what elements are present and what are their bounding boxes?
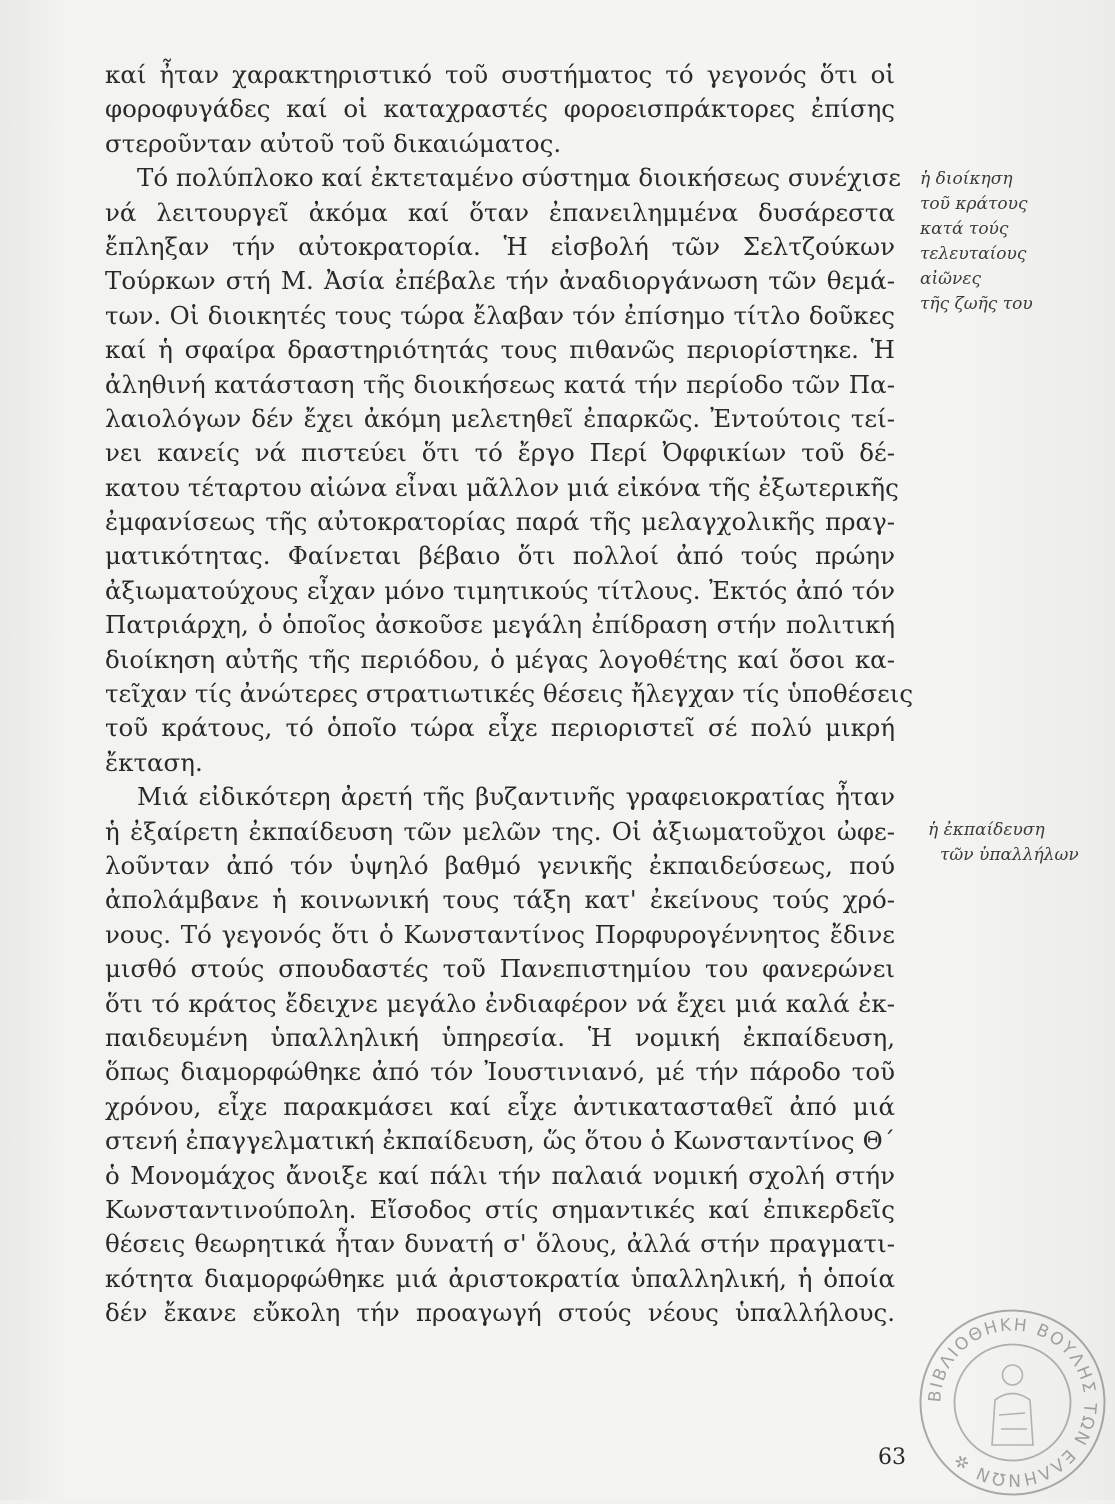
text-line: θέσεις θεωρητικά ἦταν δυνατή σ' ὅλους, ἀλλά στήν πραγματι- bbox=[105, 1229, 895, 1259]
stamp-graphic bbox=[915, 1305, 1110, 1500]
margin-note-line: ἡ ἐκπαίδευση bbox=[928, 820, 1045, 840]
margin-note-education bbox=[928, 818, 1088, 868]
text-line: ὅπως διαμορφώθηκε ἀπό τόν Ἰουστινιανό, μέ τήν πάροδο τοῦ bbox=[105, 1057, 895, 1087]
text-line: παιδευμένη ὑπαλληλική ὑπηρεσία. Ἡ νομική ἐκπαίδευση, bbox=[105, 1022, 895, 1052]
margin-note-line: τῆς ζωῆς του bbox=[920, 294, 1033, 314]
text-line: μισθό στούς σπουδαστές τοῦ Πανεπιστημίου του φανερώνει bbox=[105, 954, 895, 984]
page-number: 63 bbox=[878, 1445, 906, 1470]
text-line: τοῦ κράτους, τό ὁποῖο τώρα εἶχε περιοριστεῖ σέ πολύ μικρή bbox=[105, 713, 895, 743]
text-line: ματικότητας. Φαίνεται βέβαιο ὅτι πολλοί ἀπό τούς πρώην bbox=[105, 541, 895, 571]
text-line: ἔκταση. bbox=[105, 747, 203, 777]
text-line: στενή ἐπαγγελματική ἐκπαίδευση, ὥς ὅτου ὁ Κωνσταντίνος Θ΄ bbox=[105, 1126, 895, 1156]
text-line: Κωνσταντινούπολη. Εἴσοδος στίς σημαντικές καί ἐπικερδεῖς bbox=[105, 1194, 895, 1224]
text-line: λαιολόγων δέν ἔχει ἀκόμη μελετηθεῖ ἐπαρκῶς. Ἐντούτοις τεί- bbox=[105, 403, 895, 433]
text-line: χρόνου, εἶχε παρακμάσει καί εἶχε ἀντικατασταθεῖ ἀπό μιά bbox=[105, 1091, 895, 1121]
text-line: νει κανείς νά πιστεύει ὅτι τό ἔργο Περί Ὀφφικίων τοῦ δέ- bbox=[105, 438, 895, 468]
text-line: διοίκηση αὐτῆς τῆς περιόδου, ὁ μέγας λογοθέτης καί ὅσοι κα- bbox=[105, 644, 895, 674]
margin-note-line: κατά τούς bbox=[920, 219, 1009, 239]
margin-note-line: τοῦ κράτους bbox=[920, 194, 1028, 214]
text-line: καί ἡ σφαίρα δραστηριότητάς τους πιθανῶς περιορίστηκε. Ἡ bbox=[105, 335, 895, 365]
text-line: λοῦνταν ἀπό τόν ὑψηλό βαθμό γενικῆς ἐκπαιδεύσεως, πού bbox=[105, 850, 895, 880]
figure-icon bbox=[992, 1365, 1033, 1445]
text-line: Τούρκων στή Μ. Ἀσία ἐπέβαλε τήν ἀναδιοργάνωση τῶν θεμά- bbox=[105, 266, 895, 296]
margin-note-line: τελευταίους bbox=[920, 244, 1027, 264]
text-line: Πατριάρχη, ὁ ὁποῖος ἀσκοῦσε μεγάλη ἐπίδραση στήν πολιτική bbox=[105, 610, 895, 640]
margin-note-administration bbox=[920, 167, 1080, 317]
text-line: Μιά εἰδικότερη ἀρετή τῆς βυζαντινῆς γραφειοκρατίας ἦταν bbox=[137, 782, 895, 812]
text-line: νους. Τό γεγονός ὅτι ὁ Κωνσταντίνος Πορφυρογέννητος ἔδινε bbox=[105, 919, 895, 949]
margin-note-line: ἡ διοίκηση bbox=[920, 169, 1013, 189]
text-line: στεροῦνταν αὐτοῦ τοῦ δικαιώματος. bbox=[105, 128, 562, 158]
text-line: δέν ἔκανε εὔκολη τήν προαγωγή στούς νέους ὑπαλλήλους. bbox=[105, 1298, 895, 1328]
margin-note-line: αἰῶνες bbox=[920, 269, 981, 289]
text-line: ἡ ἐξαίρετη ἐκπαίδευση τῶν μελῶν της. Οἱ ἀξιωματοῦχοι ὠφε- bbox=[105, 816, 895, 846]
text-line: κατου τέταρτου αἰώνα εἶναι μᾶλλον μιά εἰκόνα τῆς ἐξωτερικῆς bbox=[105, 472, 899, 502]
text-line: ἀληθινή κατάσταση τῆς διοικήσεως κατά τήν περίοδο τῶν Πα- bbox=[105, 369, 895, 399]
text-line: ἀπολάμβανε ἡ κοινωνική τους τάξη κατ' ἐκείνους τούς χρό- bbox=[105, 885, 895, 915]
text-line: κότητα διαμορφώθηκε μιά ἀριστοκρατία ὑπαλληλική, ἡ ὁποία bbox=[105, 1263, 895, 1293]
text-line: τεῖχαν τίς ἀνώτερες στρατιωτικές θέσεις ἤλεγχαν τίς ὑποθέσεις bbox=[105, 679, 914, 709]
library-stamp bbox=[915, 1305, 1110, 1500]
text-line: ὅτι τό κράτος ἔδειχνε μεγάλο ἐνδιαφέρον νά ἔχει μιά καλά ἐκ- bbox=[105, 988, 895, 1018]
text-line: ἔπληξαν τήν αὐτοκρατορία. Ἡ εἰσβολή τῶν Σελτζούκων bbox=[105, 231, 895, 261]
text-line: νά λειτουργεῖ ἀκόμα καί ὅταν ἐπανειλημμένα δυσάρεστα bbox=[105, 197, 895, 227]
text-line: ἐμφανίσεως τῆς αὐτοκρατορίας παρά τῆς μελαγχολικῆς πραγ- bbox=[105, 507, 895, 537]
main-text-block bbox=[105, 58, 914, 1330]
text-line: φοροφυγάδες καί οἱ καταχραστές φοροεισπράκτορες ἐπίσης bbox=[105, 94, 895, 124]
text-line: των. Οἱ διοικητές τους τώρα ἔλαβαν τόν ἐπίσημο τίτλο δοῦκες bbox=[105, 300, 895, 330]
margin-note-line: τῶν ὑπαλλήλων bbox=[940, 845, 1079, 865]
text-line: ἀξιωματούχους εἶχαν μόνο τιμητικούς τίτλους. Ἐκτός ἀπό τόν bbox=[105, 575, 895, 605]
text-line: καί ἦταν χαρακτηριστικό τοῦ συστήματος τό γεγονός ὅτι οἱ bbox=[105, 60, 895, 89]
text-line: ὁ Μονομάχος ἄνοιξε καί πάλι τήν παλαιά νομική σχολή στήν bbox=[105, 1160, 895, 1190]
svg-text:ΒΙΒΛΙΟΘΗΚΗ ΒΟΥΛΗΣ ΤΩΝ ΕΛΛΗΝΩΝ: ΒΙΒΛΙΟΘΗΚΗ ΒΟΥΛΗΣ ΤΩΝ ΕΛΛΗΝΩΝ ✲ bbox=[925, 1315, 1100, 1490]
text-line: Τό πολύπλοκο καί ἐκτεταμένο σύστημα διοικήσεως συνέχισε bbox=[137, 163, 901, 193]
